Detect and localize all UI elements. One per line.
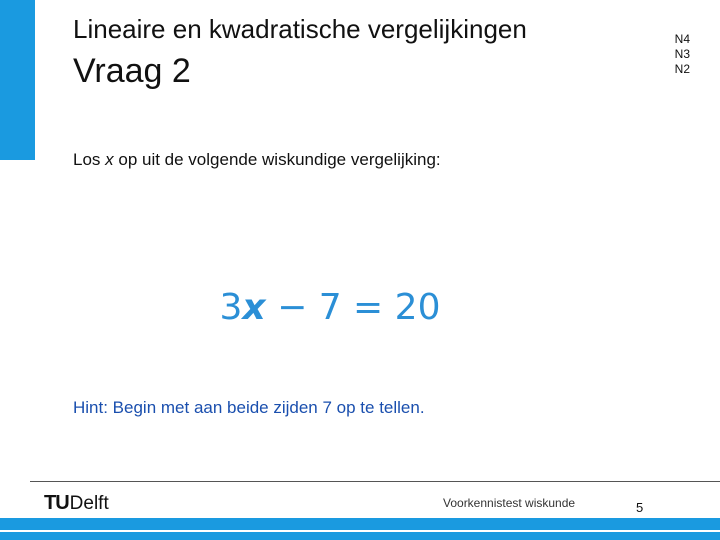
footer-divider <box>30 481 720 482</box>
slide-title: Vraag 2 <box>73 52 191 90</box>
prompt-variable: x <box>105 150 114 169</box>
level-label: N3 <box>674 47 690 61</box>
hint-text: Hint: Begin met aan beide zijden 7 op te tellen. <box>73 398 425 417</box>
slide-subtitle: Lineaire en kwadratische vergelijkingen <box>73 14 527 44</box>
prompt-text-after: op uit de volgende wiskundige vergelijking: <box>113 150 441 169</box>
equation-variable: x <box>242 287 266 328</box>
prompt-text-before: Los <box>73 150 106 169</box>
equation <box>0 287 660 328</box>
level-label: N2 <box>674 62 690 76</box>
level-labels <box>675 32 690 77</box>
question-prompt <box>73 150 441 170</box>
equation-rest: − 7 = 20 <box>265 287 441 328</box>
accent-bar <box>0 0 35 160</box>
tu-delft-logo <box>44 489 109 515</box>
page-number: 5 <box>636 500 644 515</box>
footer-course-name: Voorkennistest wiskunde <box>443 496 576 510</box>
equation-coefficient: 3 <box>219 287 243 328</box>
logo-mark: TU <box>44 492 69 514</box>
logo-text: Delft <box>69 493 109 514</box>
bottom-accent-strip <box>0 518 720 540</box>
level-label: N4 <box>674 32 690 46</box>
